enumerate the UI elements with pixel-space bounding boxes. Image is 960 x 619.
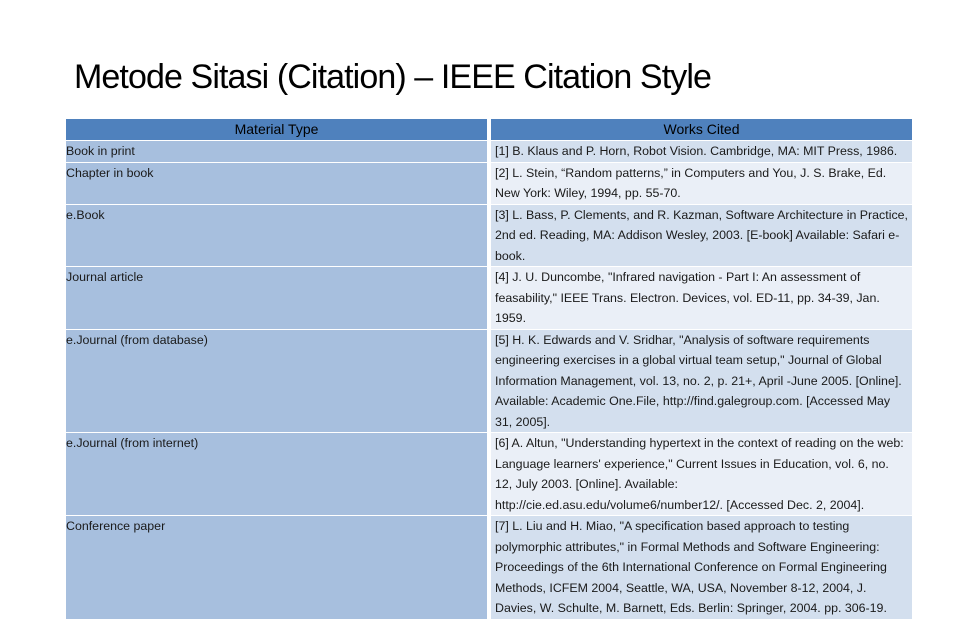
- material-type-cell: e.Journal (from database): [66, 329, 489, 433]
- material-type-cell: e.Book: [66, 204, 489, 267]
- citation-cell: [4] J. U. Duncombe, "Infrared navigation - Part I: An assessment of feasability," IEEE Trans. Electron. Devices, vol. ED-11, pp. 34-39, Jan. 1959.: [489, 267, 912, 330]
- table-row: [66, 162, 912, 204]
- slide-title: Metode Sitasi (Citation) – IEEE Citation Style: [74, 58, 712, 96]
- material-type-cell: Chapter in book: [66, 162, 489, 204]
- citation-cell: [2] L. Stein, “Random patterns,” in Computers and You, J. S. Brake, Ed. New York: Wiley, 1994, pp. 55-70.: [489, 162, 912, 204]
- table-row: [66, 267, 912, 330]
- table-row: [66, 433, 912, 516]
- citation-table: [66, 119, 912, 619]
- table-row: [66, 141, 912, 163]
- citation-cell: [7] L. Liu and H. Miao, "A specification based approach to testing polymorphic attributes," in Formal Methods and Software Engineering: Proceedings of the 6th International Conference on Formal Engineering Methods, ICFEM 2004, Seattle, WA, USA, November 8-12, 2004, J. Davies, W. Schulte, M. Barnett, Eds. Berlin: Springer, 2004. pp. 306-19.: [489, 516, 912, 619]
- material-type-cell: Conference paper: [66, 516, 489, 619]
- material-type-cell: Book in print: [66, 141, 489, 163]
- table-row: [66, 329, 912, 433]
- material-type-cell: Journal article: [66, 267, 489, 330]
- citation-cell: [3] L. Bass, P. Clements, and R. Kazman, Software Architecture in Practice, 2nd ed. Reading, MA: Addison Wesley, 2003. [E-book] Available: Safari e-book.: [489, 204, 912, 267]
- header-material-type: Material Type: [66, 119, 489, 141]
- citation-cell: [1] B. Klaus and P. Horn, Robot Vision. Cambridge, MA: MIT Press, 1986.: [489, 141, 912, 163]
- citation-cell: [6] A. Altun, "Understanding hypertext in the context of reading on the web: Language learners' experience," Current Issues in Education, vol. 6, no. 12, July 2003. [Online]. Available: http://cie.ed.asu.edu/volume6/number12/. [Accessed Dec. 2, 2004].: [489, 433, 912, 516]
- citation-cell: [5] H. K. Edwards and V. Sridhar, "Analysis of software requirements engineering exercises in a global virtual team setup," Journal of Global Information Management, vol. 13, no. 2, p. 21+, April -June 2005. [Online]. Available: Academic One.File, http://find.galegroup.com. [Accessed May 31, 2005].: [489, 329, 912, 433]
- table-row: [66, 204, 912, 267]
- material-type-cell: e.Journal (from internet): [66, 433, 489, 516]
- header-works-cited: Works Cited: [489, 119, 912, 141]
- table-row: [66, 516, 912, 619]
- table-header-row: [66, 119, 912, 141]
